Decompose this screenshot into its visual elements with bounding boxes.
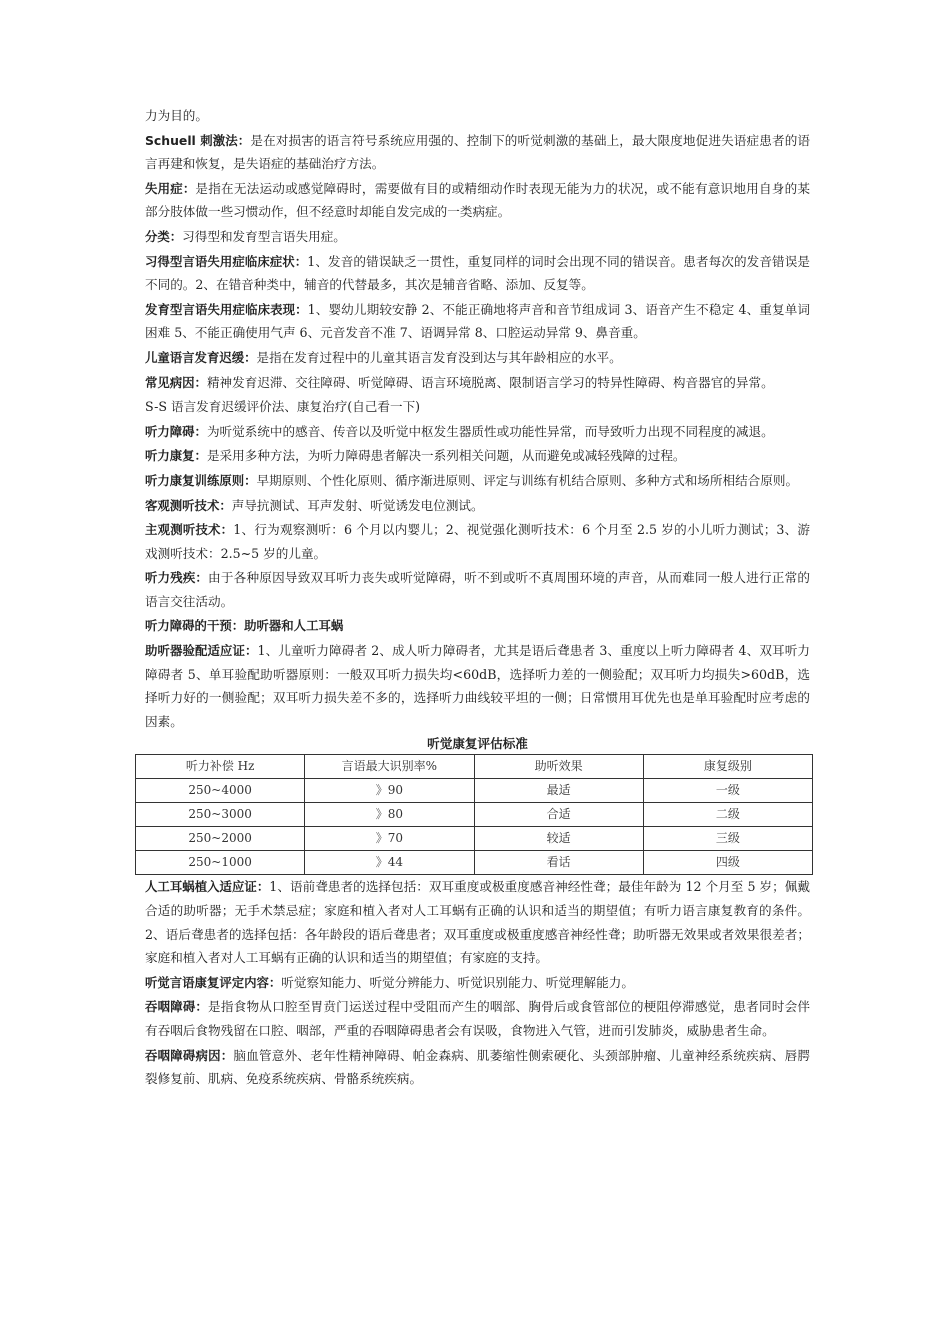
table-cell: 250~4000 — [136, 779, 305, 803]
paragraph — [145, 298, 810, 345]
paragraph-term: 习得型言语失用症临床症状： — [145, 253, 308, 269]
paragraph-term: 吞咽障碍： — [145, 999, 209, 1015]
table-cell: 250~3000 — [136, 803, 305, 827]
paragraph-term: 发育型言语失用症临床表现： — [145, 301, 308, 317]
paragraph — [145, 129, 810, 176]
paragraph — [145, 469, 810, 493]
paragraph-term: 主观测听技术： — [145, 522, 234, 538]
paragraph-text: 是在对损害的语言符号系统应用强的、控制下的听觉刺激的基础上，最大限度地促进失语症患者的语言再建和恢复，是失语症的基础治疗方法。 — [145, 132, 811, 172]
paragraph — [145, 444, 810, 468]
table-header-cell: 康复级别 — [643, 755, 812, 779]
table-cell: 三级 — [643, 827, 812, 851]
paragraph-term: 助听器验配适应证： — [145, 643, 258, 659]
table-cell: 250~2000 — [136, 827, 305, 851]
table-header-cell: 听力补偿 Hz — [136, 755, 305, 779]
paragraph-text: 听觉察知能力、听觉分辨能力、听觉识别能力、听觉理解能力。 — [281, 974, 634, 990]
document-page — [145, 104, 810, 1091]
paragraph — [145, 875, 810, 969]
paragraph — [145, 225, 810, 249]
table-row — [136, 851, 813, 875]
table-row — [136, 779, 813, 803]
paragraph-term: 听力康复训练原则： — [145, 472, 257, 488]
paragraph-term: 儿童语言发育迟缓： — [145, 349, 257, 365]
table-cell: 250~1000 — [136, 851, 305, 875]
paragraph-text: 是采用多种方法，为听力障碍患者解决一系列相关问题，从而避免或减轻残障的过程。 — [206, 448, 686, 464]
paragraphs-bottom — [145, 875, 810, 1090]
paragraph-term: 失用症： — [145, 180, 196, 196]
table-cell: 一级 — [643, 779, 812, 803]
paragraph-text: 1、行为观察测听：6 个月以内婴儿；2、视觉强化测听技术：6 个月至 2.5 岁的小儿听力测试；3、游戏测听技术：2.5~5 岁的儿童。 — [145, 522, 811, 561]
table-cell: 》80 — [305, 803, 474, 827]
paragraph — [145, 566, 810, 613]
paragraph-term: 听力障碍： — [145, 423, 207, 439]
table-header-cell: 助听效果 — [474, 755, 643, 779]
paragraph-text: 精神发育迟滞、交往障碍、听觉障碍、语言环境脱离、限制语言学习的特异性障碍、构音器官的异常。 — [206, 374, 774, 390]
paragraph-text: 1、发音的错误缺乏一贯性，重复同样的词时会出现不同的错误音。患者每次的发音错误是不同的。2、在错音种类中，辅音的代替最多，其次是辅音省略、添加、反复等。 — [145, 253, 810, 293]
paragraph — [145, 614, 810, 638]
paragraph-text: 早期原则、个性化原则、循序渐进原则、评定与训练有机结合原则、多种方式和场所相结合原则。 — [256, 472, 799, 488]
paragraph-text: 力为目的。 — [145, 108, 208, 123]
table-row — [136, 803, 813, 827]
paragraph-text: 声导抗测试、耳声发射、听觉诱发电位测试。 — [231, 497, 484, 513]
table-title: 听觉康复评估标准 — [427, 736, 528, 752]
paragraph — [145, 104, 810, 128]
paragraph-term: 客观测听技术： — [145, 497, 232, 513]
paragraph-term: Schuell 刺激法： — [145, 132, 251, 148]
paragraph — [145, 971, 810, 995]
paragraph-text: 由于各种原因导致双耳听力丧失或听觉障碍，听不到或听不真周围环境的声音，从而难同一般人进行正常的语言交往活动。 — [145, 570, 811, 609]
table-header-row — [136, 755, 813, 779]
paragraph-term: 听觉言语康复评定内容： — [145, 974, 282, 990]
paragraph — [145, 420, 810, 444]
paragraph — [145, 395, 810, 419]
evaluation-table — [135, 754, 813, 875]
paragraph-text: 是指食物从口腔至胃贲门运送过程中受阻而产生的咽部、胸骨后或食管部位的梗阻停滞感觉，患者同时会伴有吞咽后食物残留在口腔、咽部，严重的吞咽障碍患者会有误吸，食物进入气管，进而引发肺炎，威胁患者生命。 — [145, 999, 811, 1038]
paragraph — [145, 995, 810, 1042]
paragraph — [145, 177, 810, 224]
paragraph-term: 常见病因： — [145, 374, 207, 390]
table-cell: 》90 — [305, 779, 474, 803]
paragraph — [145, 494, 810, 518]
paragraph-text: 脑血管意外、老年性精神障碍、帕金森病、肌萎缩性侧索硬化、头颈部肿瘤、儿童神经系统疾病、唇腭裂修复前、肌病、免疫系统疾病、骨骼系统疾病。 — [145, 1047, 811, 1087]
table-cell: 四级 — [643, 851, 812, 875]
paragraph — [145, 250, 810, 297]
table-cell: 看话 — [474, 851, 643, 875]
table-header-cell: 言语最大识别率% — [305, 755, 474, 779]
paragraph-text: 是指在无法运动或感觉障碍时，需要做有目的或精细动作时表现无能为力的状况，或不能有意识地用自身的某部分肢体做一些习惯动作，但不经意时却能自发完成的一类病症。 — [145, 180, 811, 220]
paragraph-term: 吞咽障碍病因： — [145, 1047, 234, 1063]
paragraph — [145, 346, 810, 370]
table-cell: 较适 — [474, 827, 643, 851]
table-cell: 合适 — [474, 803, 643, 827]
table-cell: 最适 — [474, 779, 643, 803]
paragraphs-top — [145, 104, 810, 733]
paragraph-term: 分类： — [145, 228, 183, 244]
paragraph-term: 听力残疾： — [145, 570, 209, 586]
paragraph — [145, 518, 810, 565]
paragraph-text: 是指在发育过程中的儿童其语言发育没到达与其年龄相应的水平。 — [256, 349, 622, 365]
paragraph — [145, 371, 810, 395]
table-cell: 》44 — [305, 851, 474, 875]
paragraph-text: 1、语前聋患者的选择包括：双耳重度或极重度感音神经性聋；最佳年龄为 12 个月至 5 岁；佩戴合适的助听器；无手术禁忌症；家庭和植入者对人工耳蜗有正确的认识和适当的期望值；有听力语言康复教育的条件。2、语后聋患者的选择包括：各年龄段的语后聋患者；双耳重度或极重度感音神经性聋；助听器无效果或者效果很差者；家庭和植入者对人工耳蜗有正确的认识和适当的期望值；有家庭的支持。 — [145, 879, 810, 966]
paragraph — [145, 639, 810, 733]
paragraph-text: 为听觉系统中的感音、传音以及听觉中枢发生器质性或功能性异常，而导致听力出现不同程度的减退。 — [206, 423, 774, 439]
paragraph-term: 听力障碍的干预：助听器和人工耳蜗 — [145, 618, 344, 634]
paragraph-text: 1、儿童听力障碍者 2、成人听力障碍者，尤其是语后聋患者 3、重度以上听力障碍者 4、双耳听力障碍者 5、单耳验配助听器原则：一般双耳听力损失均<60dB，选择听力差的一侧验配；双耳听力均损失>60dB，选择听力好的一侧验配；双耳听力损失差不多的，选择听力曲线较平坦的一侧；日常惯用耳优先也是单耳验配时应考虑的因素。 — [145, 643, 811, 729]
paragraph-text: 习得型和发育型言语失用症。 — [182, 228, 346, 244]
paragraph-term: 人工耳蜗植入适应证： — [145, 879, 270, 895]
paragraph — [145, 1044, 810, 1091]
paragraph-term: 听力康复： — [145, 448, 207, 464]
paragraph-text: S-S 语言发育迟缓评价法、康复治疗(自己看一下) — [145, 399, 421, 415]
table-cell: 二级 — [643, 803, 812, 827]
paragraph-text: 1、婴幼儿期较安静 2、不能正确地将声音和音节组成词 3、语音产生不稳定 4、重复单词困难 5、不能正确使用气声 6、元音发音不准 7、语调异常 8、口腔运动异常 9、鼻音重。 — [145, 301, 811, 341]
table-row — [136, 827, 813, 851]
table-cell: 》70 — [305, 827, 474, 851]
